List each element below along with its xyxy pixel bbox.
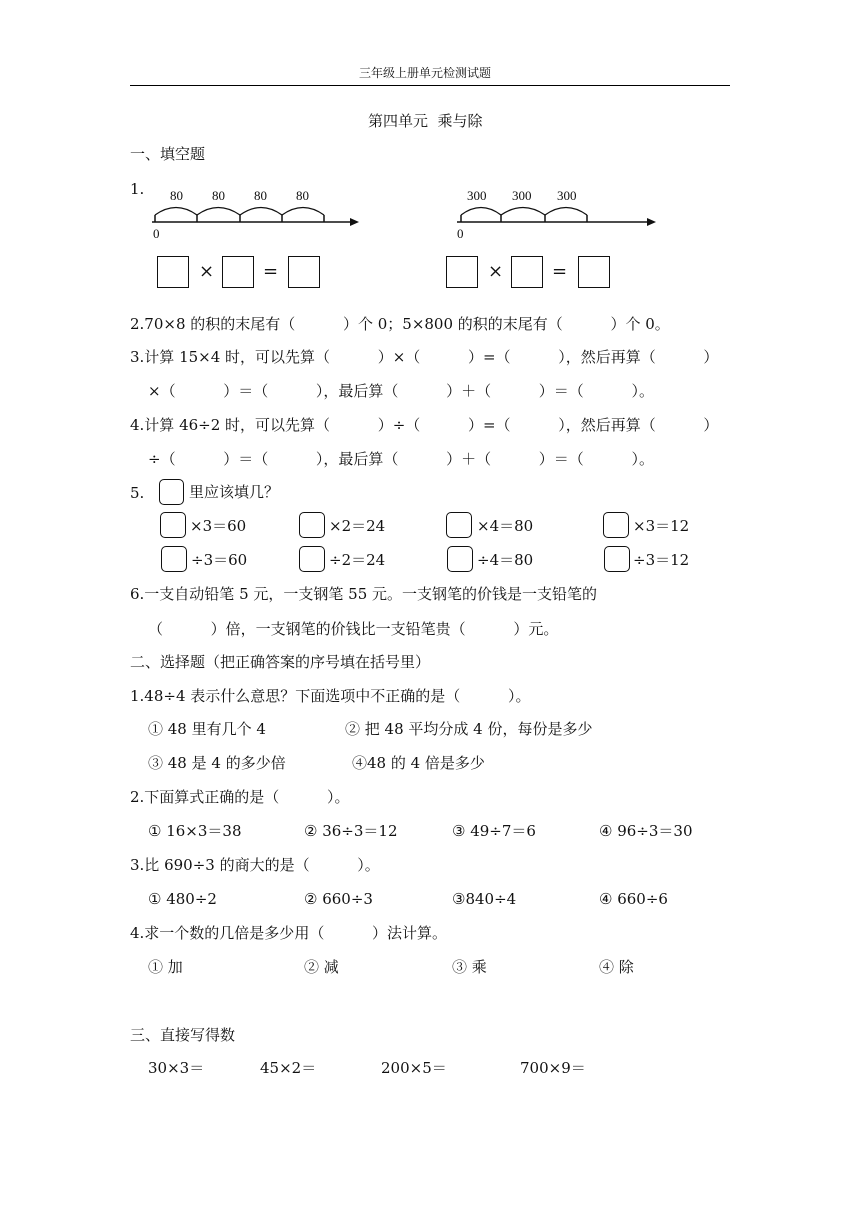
answer-box[interactable] <box>222 256 254 288</box>
answer-box[interactable] <box>578 256 610 288</box>
choice-q2-stem: 2.下面算式正确的是（ ）。 <box>130 788 350 806</box>
choice-option: ② 660÷3 <box>304 890 373 908</box>
answer-box[interactable] <box>446 512 472 538</box>
line-b-zero: 0 <box>457 226 464 241</box>
answer-box[interactable] <box>447 546 473 572</box>
answer-box[interactable] <box>603 512 629 538</box>
mental-math-item: 200×5＝ <box>381 1059 447 1077</box>
choice-option: ③840÷4 <box>452 890 517 908</box>
choice-option: ④ 除 <box>599 958 634 976</box>
choice-option: ② 36÷3＝12 <box>304 822 398 840</box>
line-a-label-1: 80 <box>170 188 183 203</box>
line-b-label-2: 300 <box>512 188 532 203</box>
choice-option: ③ 49÷7＝6 <box>452 822 536 840</box>
choice-q4-stem: 4.求一个数的几倍是多少用（ ）法计算。 <box>130 924 447 942</box>
choice-option: ① 480÷2 <box>148 890 217 908</box>
answer-box[interactable] <box>446 256 478 288</box>
choice-option: ④48 的 4 倍是多少 <box>352 754 485 772</box>
q5-expression: ×3＝12 <box>633 517 690 535</box>
question-4-line1: 4.计算 46÷2 时，可以先算（ ）÷（ ）=（ ），然后再算（ ） <box>130 416 719 434</box>
choice-option: ③ 48 是 4 的多少倍 <box>148 754 286 772</box>
times-sign: × <box>488 261 504 282</box>
q5-prompt-box <box>159 479 184 505</box>
answer-box[interactable] <box>299 546 325 572</box>
section2-title: 二、选择题（把正确答案的序号填在括号里） <box>130 653 431 671</box>
times-sign: × <box>199 261 215 282</box>
choice-option: ③ 乘 <box>452 958 487 976</box>
section1-title: 一、填空题 <box>130 145 206 163</box>
equals-sign: = <box>552 261 568 282</box>
q5-expression: ×3＝60 <box>190 517 247 535</box>
answer-box[interactable] <box>161 546 187 572</box>
line-b-label-3: 300 <box>557 188 577 203</box>
q5-expression: ÷2＝24 <box>329 551 386 569</box>
choice-option: ② 把 48 平均分成 4 份，每份是多少 <box>345 720 593 738</box>
equals-sign: = <box>263 261 279 282</box>
choice-option: ④ 96÷3＝30 <box>599 822 693 840</box>
mental-math-item: 45×2＝ <box>260 1059 317 1077</box>
q5-expression: ×4＝80 <box>477 517 534 535</box>
choice-q3-stem: 3.比 690÷3 的商大的是（ ）。 <box>130 856 380 874</box>
mental-math-item: 700×9＝ <box>520 1059 586 1077</box>
question-3-line1: 3.计算 15×4 时，可以先算（ ）×（ ）=（ ），然后再算（ ） <box>130 348 719 366</box>
line-a-zero: 0 <box>153 226 160 241</box>
answer-box[interactable] <box>604 546 630 572</box>
line-a-label-2: 80 <box>212 188 225 203</box>
header-title: 三年级上册单元检测试题 <box>359 66 492 80</box>
question-6-line1: 6.一支自动铅笔 5 元，一支钢笔 55 元。一支钢笔的价钱是一支铅笔的 <box>130 585 598 603</box>
section3-title: 三、直接写得数 <box>130 1026 236 1044</box>
q5-expression: ×2＝24 <box>329 517 386 535</box>
q5-expression: ÷4＝80 <box>477 551 534 569</box>
answer-box[interactable] <box>511 256 543 288</box>
line-a-label-4: 80 <box>296 188 309 203</box>
line-a-label-3: 80 <box>254 188 267 203</box>
choice-option: ② 减 <box>304 958 339 976</box>
question-3-line2: ×（ ）＝（ ），最后算（ ）＋（ ）＝（ ）。 <box>148 382 654 400</box>
answer-box[interactable] <box>157 256 189 288</box>
q5-prompt: 里应该填几？ <box>189 483 280 501</box>
q5-number: 5. <box>130 484 145 502</box>
choice-option: ① 48 里有几个 4 <box>148 720 266 738</box>
header-rule <box>130 85 730 86</box>
question-4-line2: ÷（ ）＝（ ），最后算（ ）＋（ ）＝（ ）。 <box>148 450 654 468</box>
q5-expression: ÷3＝12 <box>633 551 690 569</box>
q5-expression: ÷3＝60 <box>191 551 248 569</box>
line-b-label-1: 300 <box>467 188 487 203</box>
choice-option: ④ 660÷6 <box>599 890 668 908</box>
choice-q1-stem: 1.48÷4 表示什么意思？下面选项中不正确的是（ ）。 <box>130 687 531 705</box>
answer-box[interactable] <box>160 512 186 538</box>
choice-option: ① 16×3＝38 <box>148 822 242 840</box>
mental-math-item: 30×3＝ <box>148 1059 205 1077</box>
unit-title: 第四单元 乘与除 <box>368 112 483 130</box>
choice-option: ① 加 <box>148 958 183 976</box>
q1-number: 1. <box>130 180 145 198</box>
question-6-line2: （ ）倍，一支钢笔的价钱比一支铅笔贵（ ）元。 <box>148 620 559 638</box>
question-2: 2.70×8 的积的末尾有（ ）个 0；5×800 的积的末尾有（ ）个 0。 <box>130 315 670 333</box>
answer-box[interactable] <box>299 512 325 538</box>
answer-box[interactable] <box>288 256 320 288</box>
